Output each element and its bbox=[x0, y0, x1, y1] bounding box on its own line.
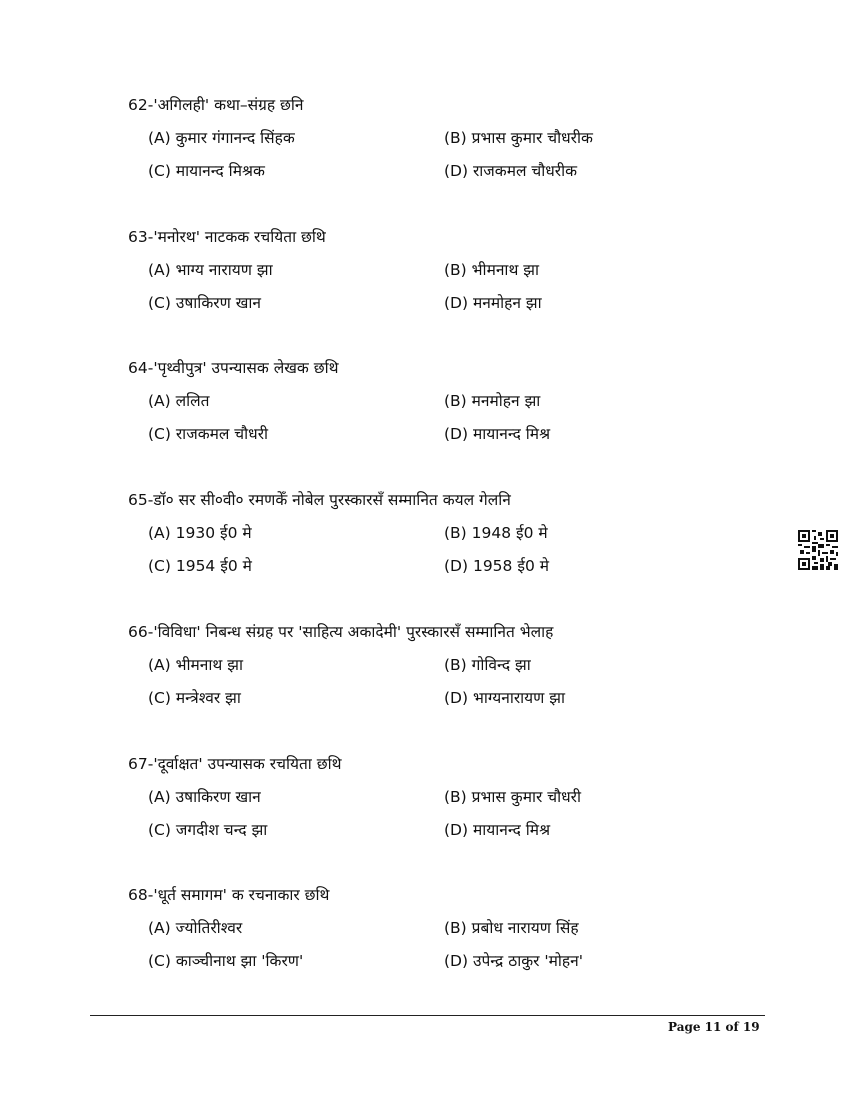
option-c: (C) मन्त्रेश्वर झा bbox=[148, 689, 241, 707]
question-62 bbox=[128, 95, 768, 194]
option-d: (D) मायानन्द मिश्र bbox=[444, 821, 551, 839]
option-a: (A) भाग्य नारायण झा bbox=[148, 261, 273, 279]
option-a: (A) 1930 ई0 मे bbox=[148, 524, 252, 542]
option-row bbox=[128, 260, 768, 293]
option-d: (D) भाग्यनारायण झा bbox=[444, 689, 566, 707]
option-b: (B) भीमनाथ झा bbox=[444, 261, 540, 279]
option-row bbox=[128, 556, 768, 589]
option-c: (C) काञ्चीनाथ झा 'किरण' bbox=[148, 952, 304, 970]
option-row bbox=[128, 918, 768, 951]
question-text: 62-'अगिलही' कथा–संग्रह छनि bbox=[128, 96, 304, 114]
option-b: (B) गोविन्द झा bbox=[444, 656, 531, 674]
option-a: (A) कुमार गंगानन्द सिंहक bbox=[148, 129, 295, 147]
question-text: 63-'मनोरथ' नाटकक रचयिता छथि bbox=[128, 228, 326, 246]
footer-divider bbox=[90, 1015, 765, 1016]
question-68 bbox=[128, 885, 768, 984]
option-d: (D) मायानन्द मिश्र bbox=[444, 425, 551, 443]
option-c: (C) मायानन्द मिश्रक bbox=[148, 162, 265, 180]
option-a: (A) ललित bbox=[148, 392, 210, 410]
option-row bbox=[128, 128, 768, 161]
question-text: 66-'विविधा' निबन्ध संग्रह पर 'साहित्य अकादेमी' पुरस्कारसँ सम्मानित भेलाह bbox=[128, 623, 554, 641]
option-c: (C) राजकमल चौधरी bbox=[148, 425, 269, 443]
option-d: (D) मनमोहन झा bbox=[444, 294, 542, 312]
option-b: (B) 1948 ई0 मे bbox=[444, 524, 548, 542]
option-row bbox=[128, 293, 768, 326]
question-65 bbox=[128, 490, 768, 589]
option-c: (C) जगदीश चन्द झा bbox=[148, 821, 268, 839]
option-d: (D) उपेन्द्र ठाकुर 'मोहन' bbox=[444, 952, 584, 970]
option-d: (D) राजकमल चौधरीक bbox=[444, 162, 578, 180]
option-row bbox=[128, 161, 768, 194]
page-number: Page 11 of 19 bbox=[668, 1020, 760, 1034]
question-text: 68-'धूर्त समागम' क रचनाकार छथि bbox=[128, 886, 330, 904]
option-a: (A) उषाकिरण खान bbox=[148, 788, 261, 806]
question-67 bbox=[128, 754, 768, 853]
option-a: (A) ज्योतिरीश्वर bbox=[148, 919, 243, 937]
option-row bbox=[128, 820, 768, 853]
option-row bbox=[128, 951, 768, 984]
option-row bbox=[128, 688, 768, 721]
option-row bbox=[128, 523, 768, 556]
option-b: (B) प्रबोध नारायण सिंह bbox=[444, 919, 579, 937]
option-row bbox=[128, 391, 768, 424]
option-row bbox=[128, 787, 768, 820]
option-c: (C) 1954 ई0 मे bbox=[148, 557, 252, 575]
question-text: 65-डॉ० सर सी०वी० रमणकेँ नोबेल पुरस्कारसँ सम्मानित कयल गेलनि bbox=[128, 491, 511, 509]
option-row bbox=[128, 424, 768, 457]
question-text: 64-'पृथ्वीपुत्र' उपन्यासक लेखक छथि bbox=[128, 359, 339, 377]
option-row bbox=[128, 655, 768, 688]
qr-code-icon bbox=[798, 530, 838, 570]
option-b: (B) प्रभास कुमार चौधरीक bbox=[444, 129, 593, 147]
option-d: (D) 1958 ई0 मे bbox=[444, 557, 549, 575]
option-b: (B) प्रभास कुमार चौधरी bbox=[444, 788, 581, 806]
question-63 bbox=[128, 227, 768, 326]
option-c: (C) उषाकिरण खान bbox=[148, 294, 261, 312]
question-66 bbox=[128, 622, 768, 721]
option-b: (B) मनमोहन झा bbox=[444, 392, 541, 410]
question-64 bbox=[128, 358, 768, 457]
question-text: 67-'दूर्वाक्षत' उपन्यासक रचयिता छथि bbox=[128, 755, 342, 773]
option-a: (A) भीमनाथ झा bbox=[148, 656, 243, 674]
